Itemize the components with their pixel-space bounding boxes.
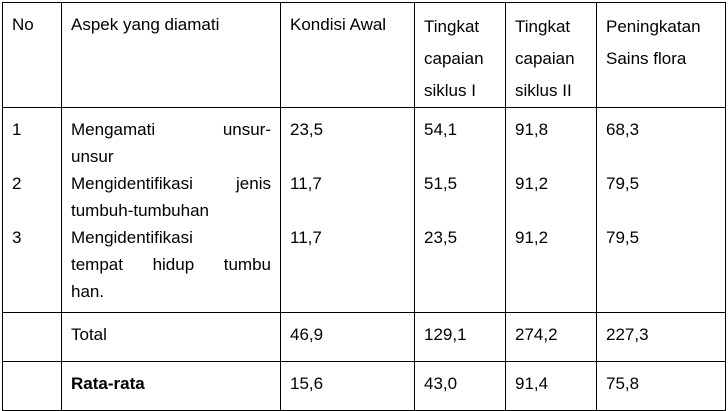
kondisi-column <box>281 108 415 313</box>
row-1-siklus-2: 91,8 <box>515 120 549 139</box>
row-2-aspek-line: tumbuh-tumbuhan <box>71 201 209 220</box>
rata-no <box>3 362 62 411</box>
total-siklus-1: 129,1 <box>415 313 506 362</box>
row-1-aspek-line: Mengamati unsur- <box>71 120 271 139</box>
header-siklus-2-line: siklus II <box>515 81 572 100</box>
row-1-siklus-1: 54,1 <box>424 120 458 139</box>
rata-rata-row <box>3 362 726 411</box>
rata-kondisi: 15,6 <box>281 362 415 411</box>
row-3-no: 3 <box>12 228 22 247</box>
peningkatan-column <box>597 108 726 313</box>
header-row <box>3 3 726 108</box>
row-3-siklus-2: 91,2 <box>515 228 549 247</box>
header-siklus-1-line: Tingkat <box>424 17 480 36</box>
header-peningkatan-line: Peningkatan <box>606 17 701 36</box>
rata-peningkatan: 75,8 <box>597 362 726 411</box>
header-siklus-2-line: Tingkat <box>515 17 571 36</box>
siklus-2-column <box>506 108 597 313</box>
aspek-column <box>62 108 281 313</box>
row-3-siklus-1: 23,5 <box>424 228 458 247</box>
header-siklus-1 <box>415 3 506 108</box>
total-label: Total <box>62 313 281 362</box>
row-2-siklus-2: 91,2 <box>515 174 549 193</box>
row-2-aspek-line: Mengidentifikasi jenis <box>71 174 271 193</box>
row-3-aspek-line: han. <box>71 282 105 301</box>
row-3-kondisi: 11,7 <box>290 228 322 247</box>
header-no: No <box>3 3 62 108</box>
header-siklus-2-line: capaian <box>515 49 575 68</box>
total-siklus-2: 274,2 <box>506 313 597 362</box>
header-aspek: Aspek yang diamati <box>62 3 281 108</box>
header-siklus-2 <box>506 3 597 108</box>
results-table <box>2 2 726 411</box>
row-1-aspek-line: unsur <box>71 147 114 166</box>
row-3-peningkatan: 79,5 <box>606 228 640 247</box>
header-siklus-1-line: capaian <box>424 49 484 68</box>
header-siklus-1-line: siklus I <box>424 81 476 100</box>
row-2-no: 2 <box>12 174 22 193</box>
row-1-kondisi: 23,5 <box>290 120 324 139</box>
row-3-aspek-line: tempat hidup tumbu <box>71 255 271 274</box>
row-2-kondisi: 11,7 <box>290 174 322 193</box>
rata-siklus-2: 91,4 <box>506 362 597 411</box>
row-2-peningkatan: 79,5 <box>606 174 640 193</box>
rata-siklus-1: 43,0 <box>415 362 506 411</box>
data-rows <box>3 108 726 313</box>
row-3-aspek-line: Mengidentifikasi <box>71 228 193 247</box>
no-column <box>3 108 62 313</box>
siklus-1-column <box>415 108 506 313</box>
rata-label: Rata-rata <box>62 362 281 411</box>
row-1-no: 1 <box>12 120 22 139</box>
total-row <box>3 313 726 362</box>
total-kondisi: 46,9 <box>281 313 415 362</box>
header-kondisi-awal: Kondisi Awal <box>281 3 415 108</box>
total-no <box>3 313 62 362</box>
header-peningkatan-line: Sains flora <box>606 49 687 68</box>
row-1-peningkatan: 68,3 <box>606 120 640 139</box>
row-2-siklus-1: 51,5 <box>424 174 458 193</box>
total-peningkatan: 227,3 <box>597 313 726 362</box>
header-peningkatan <box>597 3 726 108</box>
